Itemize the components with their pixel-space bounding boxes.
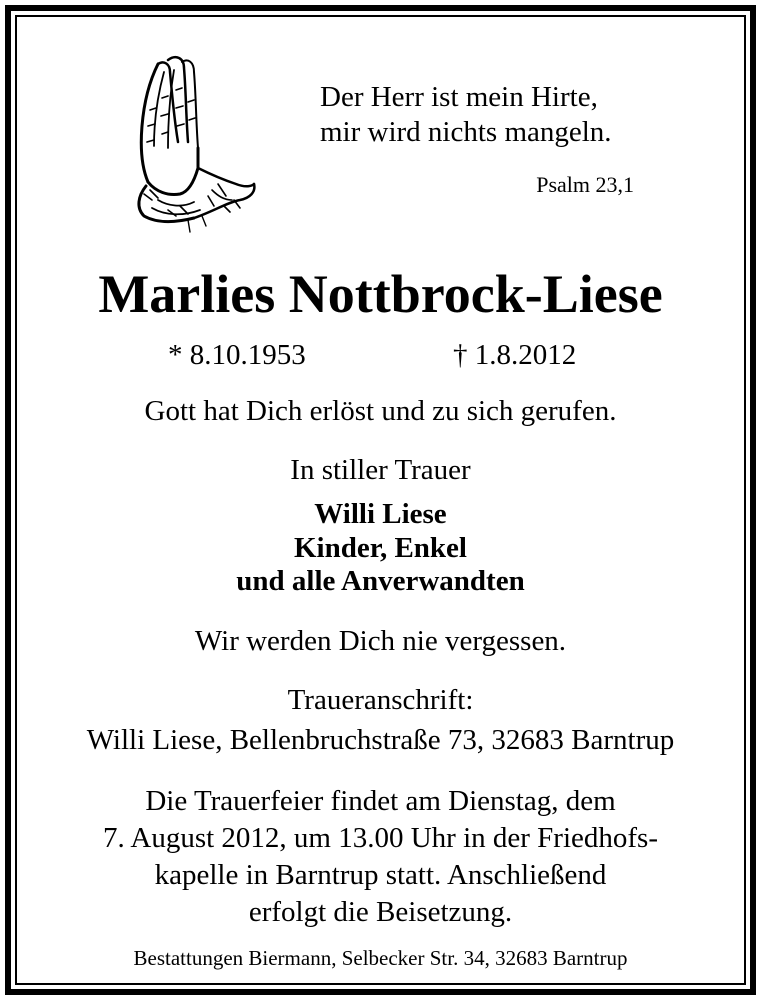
mourners-intro: In stiller Trauer — [290, 454, 471, 486]
death-date: † 1.8.2012 — [453, 339, 577, 371]
verse-reference: Psalm 23,1 — [536, 172, 634, 197]
address-label: Traueranschrift: — [287, 684, 474, 716]
tagline: Gott hat Dich erlöst und zu sich gerufen. — [144, 395, 617, 427]
birth-date: * 8.10.1953 — [168, 339, 306, 371]
funeral-line: Die Trauerfeier findet am Dienstag, dem — [145, 785, 616, 817]
mourner-name: Willi Liese — [314, 498, 447, 530]
funeral-line: kapelle in Barntrup statt. Anschließend — [154, 859, 607, 891]
praying-hands-icon — [128, 50, 263, 235]
funeral-line: erfolgt die Beisetzung. — [248, 896, 513, 928]
deceased-name: Marlies Nottbrock-Liese — [98, 264, 663, 324]
remembrance-line: Wir werden Dich nie vergessen. — [194, 625, 567, 657]
funeral-line: 7. August 2012, um 13.00 Uhr in der Friedhofs- — [103, 822, 658, 854]
verse-line-1: Der Herr ist mein Hirte, — [320, 81, 598, 113]
undertaker-line: Bestattungen Biermann, Selbecker Str. 34, 32683 Barntrup — [133, 946, 628, 970]
mourner-name: und alle Anverwandten — [236, 565, 525, 597]
bible-verse — [320, 80, 612, 150]
verse-line-2: mir wird nichts mangeln. — [320, 116, 612, 148]
address-line: Willi Liese, Bellenbruchstraße 73, 32683 Barntrup — [86, 724, 675, 756]
mourner-name: Kinder, Enkel — [294, 532, 467, 564]
